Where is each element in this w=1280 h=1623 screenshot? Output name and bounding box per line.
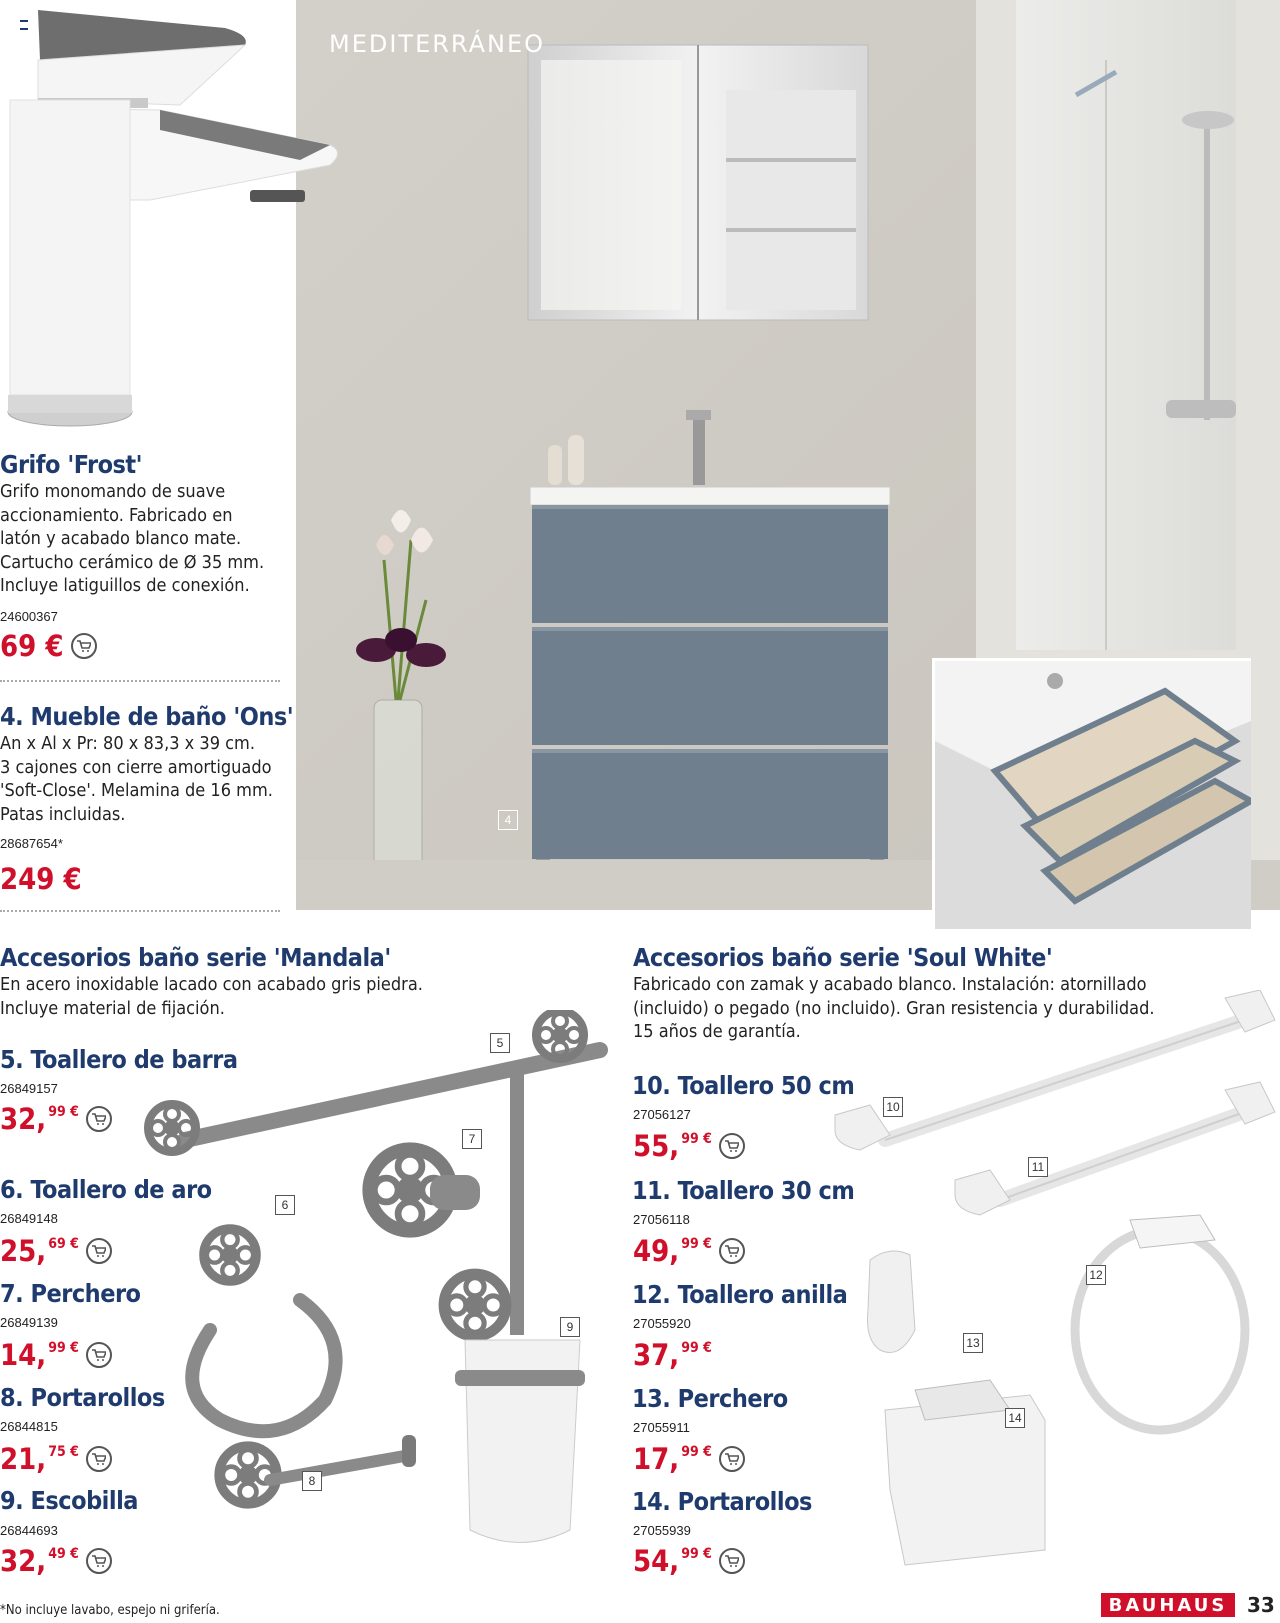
cart-icon[interactable] [86,1548,112,1574]
frost-price-row [0,631,97,661]
soul-line: (incluido) o pegado (no incluido). Gran resistencia y durabilidad. [633,997,1155,1019]
drawer-inset-photo [932,658,1251,929]
item-6-ref: 26849148 [0,1211,58,1226]
ons-line: Patas incluidas. [0,803,126,825]
cart-icon[interactable] [86,1342,112,1368]
callout-8: 8 [302,1471,322,1491]
cart-icon[interactable] [719,1548,745,1574]
item-9-ref: 26844693 [0,1523,58,1538]
item-5-price: 32, [0,1102,47,1136]
cart-icon[interactable] [86,1106,112,1132]
item-11-cents: 99 € [681,1236,712,1252]
ons-title: 4. Mueble de baño 'Ons' [0,702,294,731]
frost-ref: 24600367 [0,609,58,624]
cart-icon[interactable] [86,1446,112,1472]
brand-name: BAUHAUS [1108,1594,1228,1616]
soul-title: Accesorios baño serie 'Soul White' [633,943,1053,972]
soul-white-products-image [830,990,1280,1600]
cart-icon[interactable] [719,1133,745,1159]
item-5-ref: 26849157 [0,1081,58,1096]
item-7-price: 14, [0,1338,47,1372]
frost-title: Grifo 'Frost' [0,450,143,479]
callout-13: 13 [963,1333,983,1353]
item-7-title: 7. Perchero [0,1279,141,1308]
item-11-title: 11. Toallero 30 cm [632,1176,855,1205]
ons-line: 3 cajones con cierre amortiguado [0,756,272,778]
item-8-title: 8. Portarollos [0,1383,165,1412]
item-5-title: 5. Toallero de barra [0,1045,238,1074]
item-14-ref: 27055939 [633,1523,691,1538]
callout-11: 11 [1028,1157,1048,1177]
callout-12: 12 [1086,1265,1106,1285]
callout-5: 5 [490,1033,510,1053]
callout-6: 6 [275,1195,295,1215]
ons-price: 249 € [0,862,82,896]
item-11-ref: 27056118 [633,1212,690,1227]
item-12-price: 37, [633,1338,680,1372]
menu-mark [20,20,28,30]
item-13-cents: 99 € [681,1444,712,1460]
callout-9: 9 [560,1317,580,1337]
item-9-cents: 49 € [48,1546,79,1562]
soul-line: Fabricado con zamak y acabado blanco. Instalación: atornillado [633,974,1147,995]
mandala-title: Accesorios baño serie 'Mandala' [0,943,391,972]
item-12-price-row [633,1340,712,1370]
item-6-price-row [0,1236,112,1266]
item-9-price-row [0,1546,112,1576]
mandala-line: Incluye material de fijación. [0,997,225,1019]
item-5-price-row [0,1104,112,1134]
hero-title: MEDITERRÁNEO [329,30,546,58]
ons-line: 'Soft-Close'. Melamina de 16 mm. [0,780,273,801]
footnote: *No incluye lavabo, espejo ni grifería. [0,1603,220,1618]
item-11-price-row [633,1236,745,1266]
cart-icon[interactable] [719,1446,745,1472]
item-13-price-row [633,1444,745,1474]
brand-logo [1101,1593,1235,1617]
cart-icon[interactable] [719,1238,745,1264]
ons-description [0,732,290,826]
item-9-price: 32, [0,1544,47,1578]
item-10-price: 55, [633,1129,680,1163]
item-7-cents: 99 € [48,1340,79,1356]
item-12-ref: 27055920 [633,1316,691,1331]
item-8-ref: 26844815 [0,1419,58,1434]
item-14-cents: 99 € [681,1546,712,1562]
item-5-cents: 99 € [48,1104,79,1120]
item-6-title: 6. Toallero de aro [0,1175,212,1204]
frost-line: Incluye latiguillos de conexión. [0,575,250,596]
cart-icon[interactable] [86,1238,112,1264]
callout-10: 10 [883,1097,903,1117]
frost-line: Grifo monomando de suave [0,481,226,502]
item-7-ref: 26849139 [0,1315,58,1330]
ons-line: An x Al x Pr: 80 x 83,3 x 39 cm. [0,733,255,754]
item-7-price-row [0,1340,112,1370]
callout-4: 4 [498,810,518,830]
item-10-title: 10. Toallero 50 cm [632,1071,855,1100]
item-13-ref: 27055911 [633,1420,690,1435]
item-9-title: 9. Escobilla [0,1486,138,1515]
item-13-title: 13. Perchero [632,1384,788,1413]
item-6-cents: 69 € [48,1236,79,1252]
mandala-line: En acero inoxidable lacado con acabado gris piedra. [0,974,423,995]
item-14-title: 14. Portarollos [632,1487,812,1516]
item-12-title: 12. Toallero anilla [632,1280,848,1309]
ons-ref: 28687654* [0,836,63,851]
open-drawers-image [935,661,1251,929]
divider [0,680,280,682]
item-11-price: 49, [633,1234,680,1268]
cart-icon[interactable] [71,633,97,659]
item-6-price: 25, [0,1234,47,1268]
item-12-cents: 99 € [681,1340,712,1356]
item-8-price-row [0,1444,112,1474]
callout-14: 14 [1005,1408,1025,1428]
callout-7: 7 [462,1129,482,1149]
frost-price: 69 € [0,629,64,663]
item-13-price: 17, [633,1442,680,1476]
frost-line: Cartucho cerámico de Ø 35 mm. [0,551,265,573]
item-14-price-row [633,1546,745,1576]
item-14-price: 54, [633,1544,680,1578]
divider [0,910,280,912]
item-10-price-row [633,1131,745,1161]
mandala-products-image [130,1010,620,1570]
page-number: 33 [1247,1593,1275,1617]
frost-line: latón y acabado blanco mate. [0,528,242,549]
item-10-cents: 99 € [681,1131,712,1147]
item-10-ref: 27056127 [633,1107,691,1122]
faucet-image [0,0,345,435]
frost-description [0,480,290,598]
item-8-cents: 75 € [48,1444,79,1460]
item-8-price: 21, [0,1442,47,1476]
frost-line: accionamiento. Fabricado en [0,504,233,526]
soul-line: 15 años de garantía. [633,1021,801,1042]
ons-price-row [0,864,82,894]
